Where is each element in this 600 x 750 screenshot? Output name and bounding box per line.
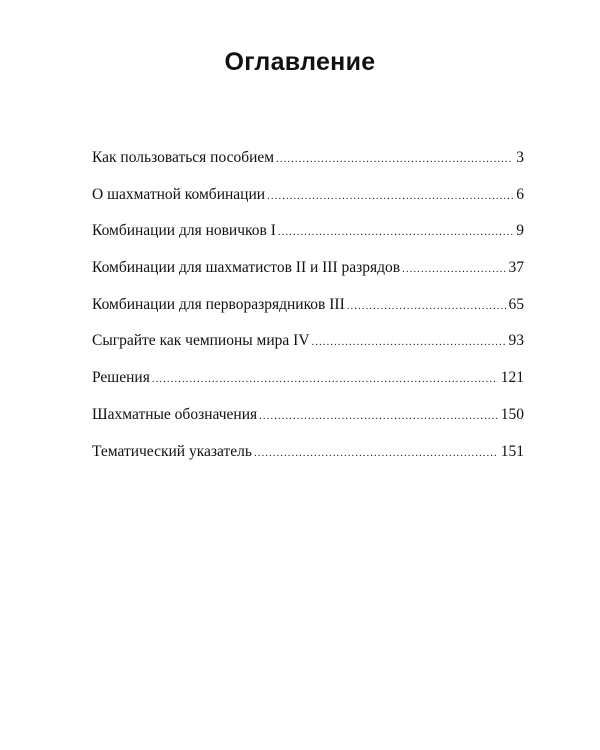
toc-dot-leader <box>278 222 513 242</box>
toc-dot-leader <box>259 406 498 426</box>
toc-entry-title: О шахматной комбинации <box>92 185 266 203</box>
toc-dot-leader <box>312 332 506 352</box>
toc-entry-title: Решения <box>92 369 150 387</box>
table-of-contents <box>92 148 524 478</box>
toc-entry-page: 65 <box>508 295 524 313</box>
toc-entry-title: Сыграйте как чемпионы мира IV <box>92 332 310 350</box>
toc-entry[interactable] <box>92 185 524 222</box>
toc-entry-page: 121 <box>500 369 524 387</box>
toc-entry-title: Шахматные обозначения <box>92 405 258 423</box>
toc-entry-title: Комбинации для шахматистов II и III разрядов <box>92 259 401 277</box>
toc-entry[interactable] <box>92 148 524 185</box>
toc-entry-page: 151 <box>500 442 524 460</box>
toc-dot-leader <box>347 296 506 316</box>
toc-entry[interactable] <box>92 295 524 332</box>
toc-entry[interactable] <box>92 442 524 479</box>
toc-dot-leader <box>254 443 498 463</box>
toc-entry-title: Как пользоваться пособием <box>92 149 275 166</box>
toc-entry[interactable] <box>92 258 524 295</box>
toc-entry-page: 9 <box>516 222 524 240</box>
toc-dot-leader <box>276 149 513 169</box>
page-title: Оглавление <box>224 48 376 76</box>
toc-entry-page: 37 <box>508 259 524 277</box>
toc-entry-page: 6 <box>516 185 524 203</box>
toc-entry-title: Комбинации для новичков I <box>92 222 276 240</box>
toc-entry-title: Тематический указатель <box>92 442 252 460</box>
toc-entry-page: 150 <box>500 405 524 423</box>
toc-dot-leader <box>267 186 513 206</box>
toc-entry-page: 3 <box>516 149 524 166</box>
toc-entry[interactable] <box>92 405 524 442</box>
toc-entry[interactable] <box>92 331 524 368</box>
toc-entry-title: Комбинации для перворазрядников III <box>92 295 345 313</box>
toc-entry[interactable] <box>92 368 524 405</box>
toc-dot-leader <box>402 259 505 279</box>
toc-entry-page: 93 <box>508 332 524 350</box>
toc-entry[interactable] <box>92 221 524 258</box>
toc-dot-leader <box>152 369 498 389</box>
